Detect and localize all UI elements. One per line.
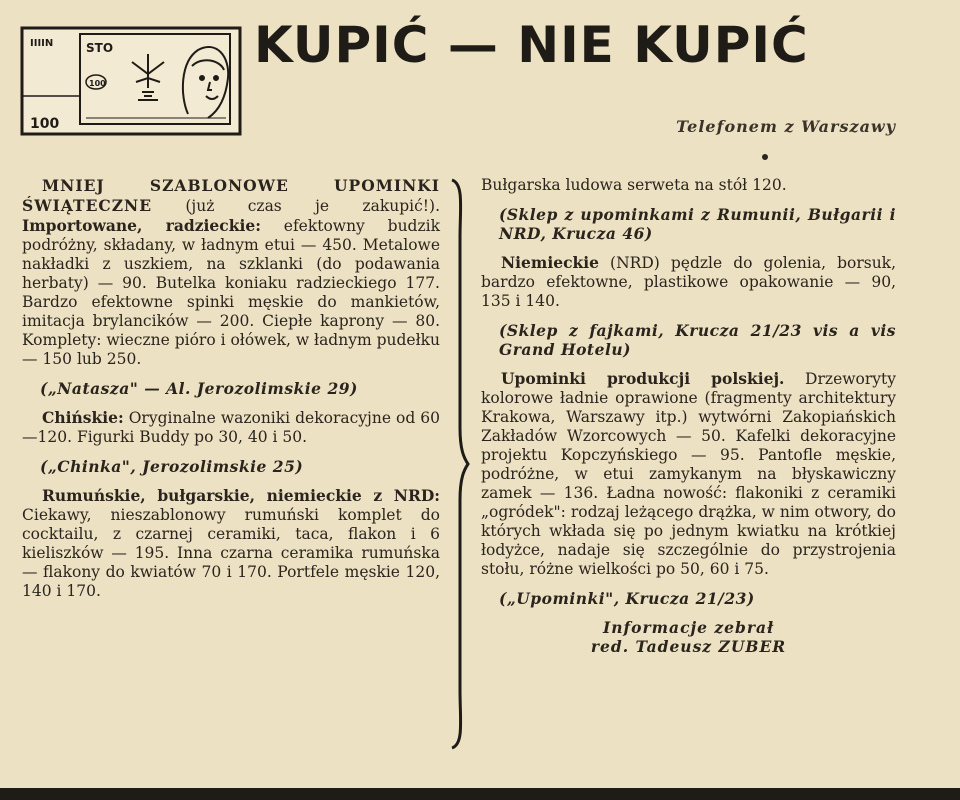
banknote-illustration	[20, 26, 242, 136]
section-bulgarian-continued	[481, 176, 896, 195]
byline: Telefonem z Warszawy	[676, 117, 896, 136]
section-body: Ciekawy, nieszablonowy rumuński komplet do cocktailu, z czarnej ceramiki, taca, flakon i 6 kieliszków — 195. Inna czarna ceramika rumuńska — flakony do kwiatów 70 i 170. Portfele męskie 120, 140 i 170.	[22, 506, 440, 600]
section-chinese	[22, 408, 440, 447]
section-body: Drzeworyty kolorowe ładnie oprawione (fragmenty architektury Krakowa, Warszawy itp.) wytwórni Zakopiańskich Zakładów Wzorcowych — 50. Kafelki dekoracyjne projektu Kopczyńskiego — 95. Pantofle męskie, podróżne, w etui zamykanym na błyskawiczny zamek — 136. Ładna nowość: flakoniki z ceramiki „ogródek": rodzaj leżącego drążka, w nim otwory, do których wkłada się po jednym kwiatku na krótkiej łodyżce, nadaje się szczególnie do przystrojenia stołu, różne wielkości po 50, 60 i 75.	[481, 370, 896, 578]
subsection-heading-romanian: Rumuńskie, bułgarskie, niemieckie z NRD:	[42, 486, 440, 505]
banknote-corner-value: 100	[30, 116, 60, 132]
section-romanian	[22, 486, 440, 601]
author-credit	[481, 618, 896, 656]
shop-source-rumunia: (Sklep z upominkami z Rumunii, Bułgarii i NRD, Krucza 46)	[499, 205, 896, 243]
banknote-serial: IIIIN	[30, 38, 54, 49]
separator-dot	[762, 154, 768, 160]
section-body: Oryginalne wazoniki dekoracyjne od 60—120. Figurki Buddy po 30, 40 i 50.	[22, 409, 440, 446]
column-brace-divider	[446, 178, 472, 750]
section-body: efektowny budzik podróżny, składany, w ładnym etui — 450. Metalowe nakładki z uszkiem, na szklanki (do podawania herbaty) — 90. Butelka koniaku radzieckiego 177. Bardzo efektowne spinki męskie do mankietów, imitacja brylancików — 200. Ciepłe kaprony — 80. Komplety: wieczne pióro i ołówek, w ładnym pudełku — 150 lub 250.	[22, 217, 440, 368]
credit-line: Informacje zebrał	[602, 618, 775, 637]
section-intro: (już czas je zakupić!).	[152, 197, 440, 215]
banknote-denomination: STO	[86, 41, 114, 55]
shop-source-chinka: („Chinka", Jerozolimskie 25)	[40, 457, 304, 476]
shop-source-upominki: („Upominki", Krucza 21/23)	[499, 589, 755, 608]
left-column	[22, 176, 440, 611]
banknote-stamp-value: 100	[89, 79, 106, 88]
bottom-rule	[0, 788, 960, 800]
section-heading: MNIEJ SZABLONOWE UPOMINKI ŚWIĄTECZNE	[22, 176, 440, 215]
section-body: Bułgarska ludowa serweta na stół 120.	[481, 176, 787, 194]
section-soviet	[22, 176, 440, 369]
shop-source-fajki: (Sklep z fajkami, Krucza 21/23 vis a vis Grand Hotelu)	[499, 321, 896, 359]
section-polish	[481, 369, 896, 579]
shop-source-natasza: („Natasza" — Al. Jerozolimskie 29)	[40, 379, 358, 398]
section-body: (NRD) pędzle do golenia, borsuk, bardzo efektowne, plastikowe opakowanie — 90, 135 i 140.	[481, 254, 896, 310]
subsection-heading-polish: Upominki produkcji polskiej.	[501, 369, 785, 388]
subsection-heading-soviet: Importowane, radzieckie:	[22, 216, 261, 235]
subsection-heading-german: Niemieckie	[501, 253, 599, 272]
section-german	[481, 253, 896, 311]
right-column	[481, 176, 896, 666]
credit-author: red. Tadeusz ZUBER	[590, 637, 787, 656]
subsection-heading-chinese: Chińskie:	[42, 408, 124, 427]
page-title: KUPIĆ — NIE KUPIĆ	[254, 16, 809, 74]
